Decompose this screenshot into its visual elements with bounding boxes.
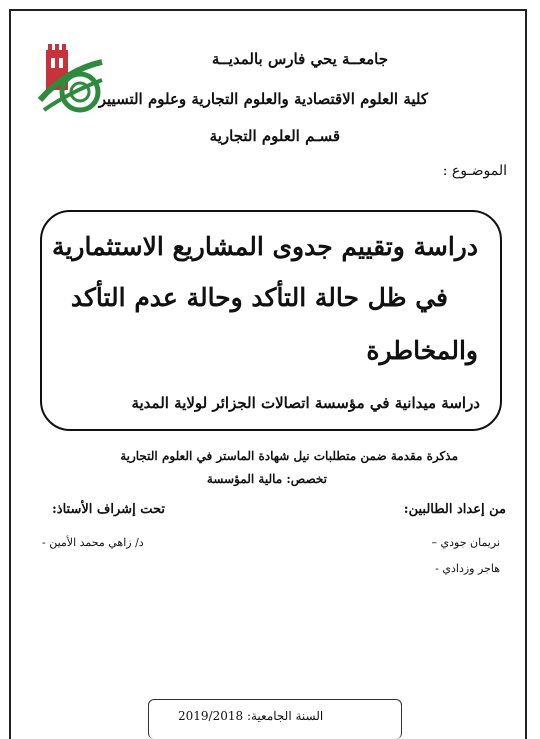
memo-description: مذكرة مقدمة ضمن متطلبات نيل شهادة الماستر في العلوم التجارية xyxy=(120,449,458,463)
supervisor-label: تحت إشراف الأستاذ: xyxy=(52,502,165,517)
title-line-2: في ظل حالة التأكد وحالة عدم التأكد xyxy=(70,283,448,312)
university-name: جامعــة يحي فارس بالمديــة xyxy=(211,50,388,68)
supervisor-name: د/ زاهي محمد الأمين - xyxy=(42,536,144,549)
title-subtitle: دراسة ميدانية في مؤسسة اتصالات الجزائر لولاية المدية xyxy=(131,394,480,412)
university-logo-icon xyxy=(36,40,106,118)
department-name: قسـم العلوم التجارية xyxy=(209,127,340,145)
title-line-1: دراسة وتقييم جدوى المشاريع الاستثمارية xyxy=(52,232,478,261)
student-2: هاجر وزدادي - xyxy=(435,562,500,575)
student-1: نريمان جودي – xyxy=(431,536,500,549)
title-line-3: والمخاطرة xyxy=(366,336,478,365)
specialization: تخصص: مالية المؤسسة xyxy=(206,472,327,486)
students-label: من إعداد الطالبين: xyxy=(403,502,506,517)
academic-year: السنة الجامعية: 2019/2018 xyxy=(178,709,324,723)
subject-label: الموضـوع : xyxy=(442,163,507,179)
faculty-name: كلية العلوم الاقتصادية والعلوم التجارية وعلوم التسيير xyxy=(98,90,428,108)
